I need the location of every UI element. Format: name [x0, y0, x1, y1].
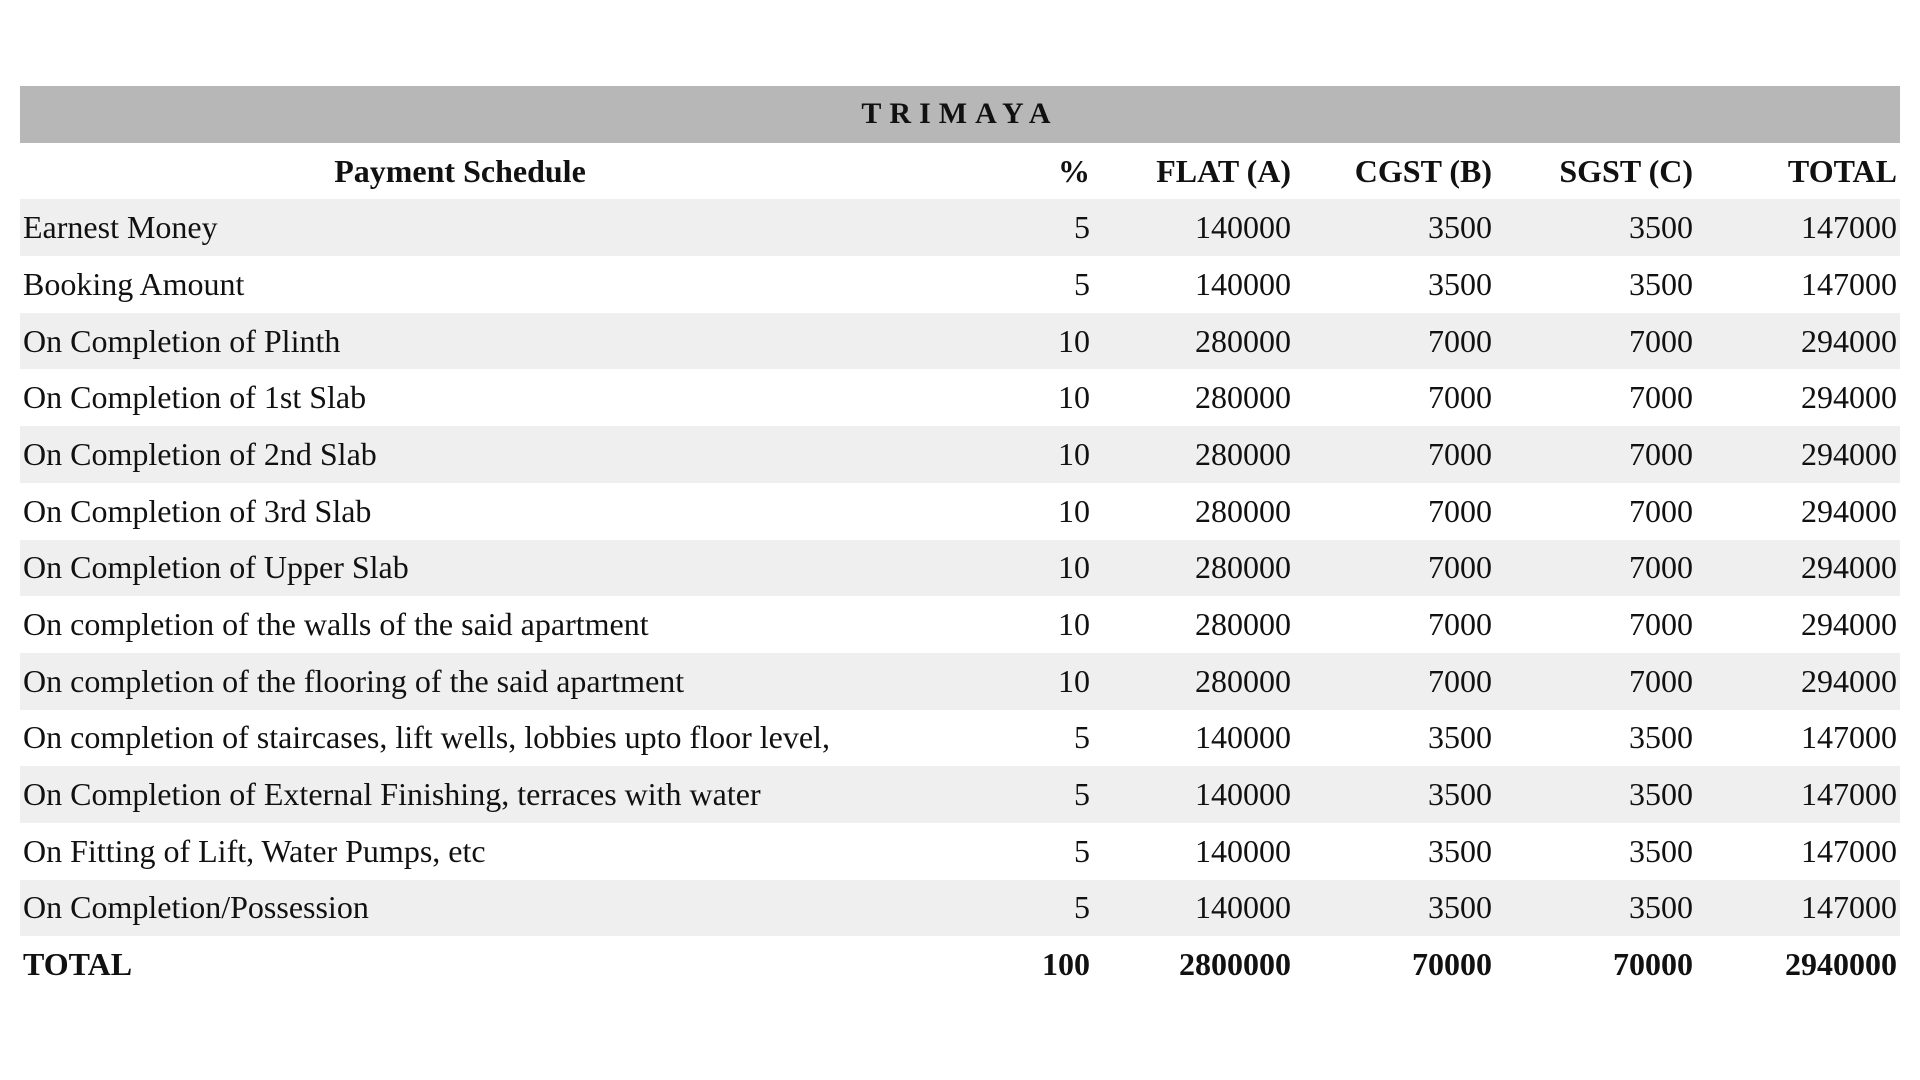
header-flat: FLAT (A) — [1156, 152, 1291, 189]
title-row — [20, 86, 1900, 143]
milestone-cell: On completion of the flooring of the said apartment — [20, 653, 900, 710]
table-row — [20, 256, 1900, 313]
percent-cell: 10 — [1058, 492, 1090, 529]
cgst-cell: 3500 — [1428, 265, 1492, 302]
percent-cell: 10 — [900, 540, 1093, 597]
cgst-cell: 3500 — [1428, 719, 1492, 756]
flat-cell: 280000 — [1195, 606, 1291, 643]
table-row — [20, 369, 1900, 426]
cgst-cell: 3500 — [1294, 880, 1495, 937]
milestone-cell: Earnest Money — [20, 199, 900, 256]
percent-cell: 10 — [1058, 606, 1090, 643]
milestone-cell: On Completion of Upper Slab — [20, 540, 900, 597]
percent-cell: 5 — [900, 199, 1093, 256]
cgst-cell: 7000 — [1428, 606, 1492, 643]
flat-cell: 280000 — [1195, 492, 1291, 529]
total-cell: 294000 — [1696, 653, 1900, 710]
payment-schedule-table — [20, 86, 1900, 993]
total-cell: 294000 — [1696, 540, 1900, 597]
flat-cell: 280000 — [1093, 653, 1294, 710]
sgst-cell: 7000 — [1495, 540, 1696, 597]
table-row — [20, 653, 1900, 710]
header-sgst: SGST (C) — [1559, 152, 1693, 189]
table-row — [20, 426, 1900, 483]
cgst-cell: 3500 — [1428, 832, 1492, 869]
total-cell: 294000 — [1801, 606, 1897, 643]
milestone-cell: On Fitting of Lift, Water Pumps, etc — [23, 832, 486, 869]
sgst-cell: 7000 — [1495, 426, 1696, 483]
sgst-cell: 3500 — [1629, 719, 1693, 756]
total-cell: 2940000 — [1785, 946, 1897, 983]
sgst-cell: 3500 — [1629, 832, 1693, 869]
percent-cell: 5 — [1074, 719, 1090, 756]
cgst-cell: 7000 — [1294, 653, 1495, 710]
flat-cell: 140000 — [1195, 832, 1291, 869]
milestone-cell: On completion of staircases, lift wells, lobbies upto floor level, — [23, 719, 830, 756]
cgst-cell: 7000 — [1294, 313, 1495, 370]
percent-cell: 5 — [900, 880, 1093, 937]
milestone-cell: On Completion of External Finishing, terraces with water — [20, 766, 900, 823]
sgst-cell: 7000 — [1629, 606, 1693, 643]
milestone-cell: TOTAL — [23, 946, 133, 983]
total-cell: 294000 — [1801, 379, 1897, 416]
flat-cell: 140000 — [1195, 265, 1291, 302]
milestone-cell: On Completion of Plinth — [20, 313, 900, 370]
percent-cell: 5 — [1074, 265, 1090, 302]
table-row — [20, 483, 1900, 540]
table-row — [20, 199, 1900, 256]
sgst-cell: 7000 — [1629, 379, 1693, 416]
flat-cell: 280000 — [1195, 379, 1291, 416]
sgst-cell: 70000 — [1613, 946, 1693, 983]
sgst-cell: 7000 — [1495, 653, 1696, 710]
cgst-cell: 3500 — [1294, 766, 1495, 823]
total-cell: 294000 — [1696, 426, 1900, 483]
header-total: TOTAL — [1787, 152, 1897, 189]
flat-cell: 140000 — [1093, 199, 1294, 256]
milestone-cell: On Completion of 1st Slab — [23, 379, 367, 416]
flat-cell: 140000 — [1195, 719, 1291, 756]
percent-cell: 5 — [1074, 832, 1090, 869]
total-cell: 147000 — [1801, 719, 1897, 756]
table-row — [20, 596, 1900, 653]
percent-cell: 10 — [900, 426, 1093, 483]
header-row — [20, 143, 1900, 200]
table-row — [20, 766, 1900, 823]
flat-cell: 280000 — [1093, 426, 1294, 483]
sgst-cell: 7000 — [1629, 492, 1693, 529]
sgst-cell: 7000 — [1495, 313, 1696, 370]
header-percent: % — [1058, 152, 1090, 189]
cgst-cell: 7000 — [1428, 492, 1492, 529]
cgst-cell: 7000 — [1294, 426, 1495, 483]
table-row — [20, 880, 1900, 937]
cgst-cell: 7000 — [1294, 540, 1495, 597]
total-cell: 147000 — [1696, 199, 1900, 256]
table-row — [20, 313, 1900, 370]
sgst-cell: 3500 — [1629, 265, 1693, 302]
flat-cell: 140000 — [1093, 766, 1294, 823]
total-cell: 147000 — [1696, 766, 1900, 823]
flat-cell: 2800000 — [1179, 946, 1291, 983]
table-row — [20, 540, 1900, 597]
milestone-cell: On Completion of 2nd Slab — [20, 426, 900, 483]
percent-cell: 10 — [1058, 379, 1090, 416]
sgst-cell: 3500 — [1495, 766, 1696, 823]
header-cgst: CGST (B) — [1354, 152, 1492, 189]
table-row — [20, 823, 1900, 880]
sgst-cell: 3500 — [1495, 199, 1696, 256]
milestone-cell: On Completion of 3rd Slab — [23, 492, 372, 529]
milestone-cell: Booking Amount — [23, 265, 245, 302]
header-payment-schedule: Payment Schedule — [334, 152, 586, 189]
percent-cell: 10 — [900, 653, 1093, 710]
flat-cell: 140000 — [1093, 880, 1294, 937]
table-title: TRIMAYA — [20, 86, 1900, 143]
percent-cell: 10 — [900, 313, 1093, 370]
milestone-cell: On Completion/Possession — [20, 880, 900, 937]
total-row — [20, 936, 1900, 993]
cgst-cell: 7000 — [1428, 379, 1492, 416]
table-row — [20, 710, 1900, 767]
cgst-cell: 70000 — [1412, 946, 1492, 983]
percent-cell: 100 — [1042, 946, 1090, 983]
sgst-cell: 3500 — [1495, 880, 1696, 937]
total-cell: 294000 — [1801, 492, 1897, 529]
total-cell: 147000 — [1801, 832, 1897, 869]
total-cell: 294000 — [1696, 313, 1900, 370]
total-cell: 147000 — [1696, 880, 1900, 937]
cgst-cell: 3500 — [1294, 199, 1495, 256]
total-cell: 147000 — [1801, 265, 1897, 302]
flat-cell: 280000 — [1093, 313, 1294, 370]
percent-cell: 5 — [900, 766, 1093, 823]
flat-cell: 280000 — [1093, 540, 1294, 597]
milestone-cell: On completion of the walls of the said apartment — [23, 606, 649, 643]
